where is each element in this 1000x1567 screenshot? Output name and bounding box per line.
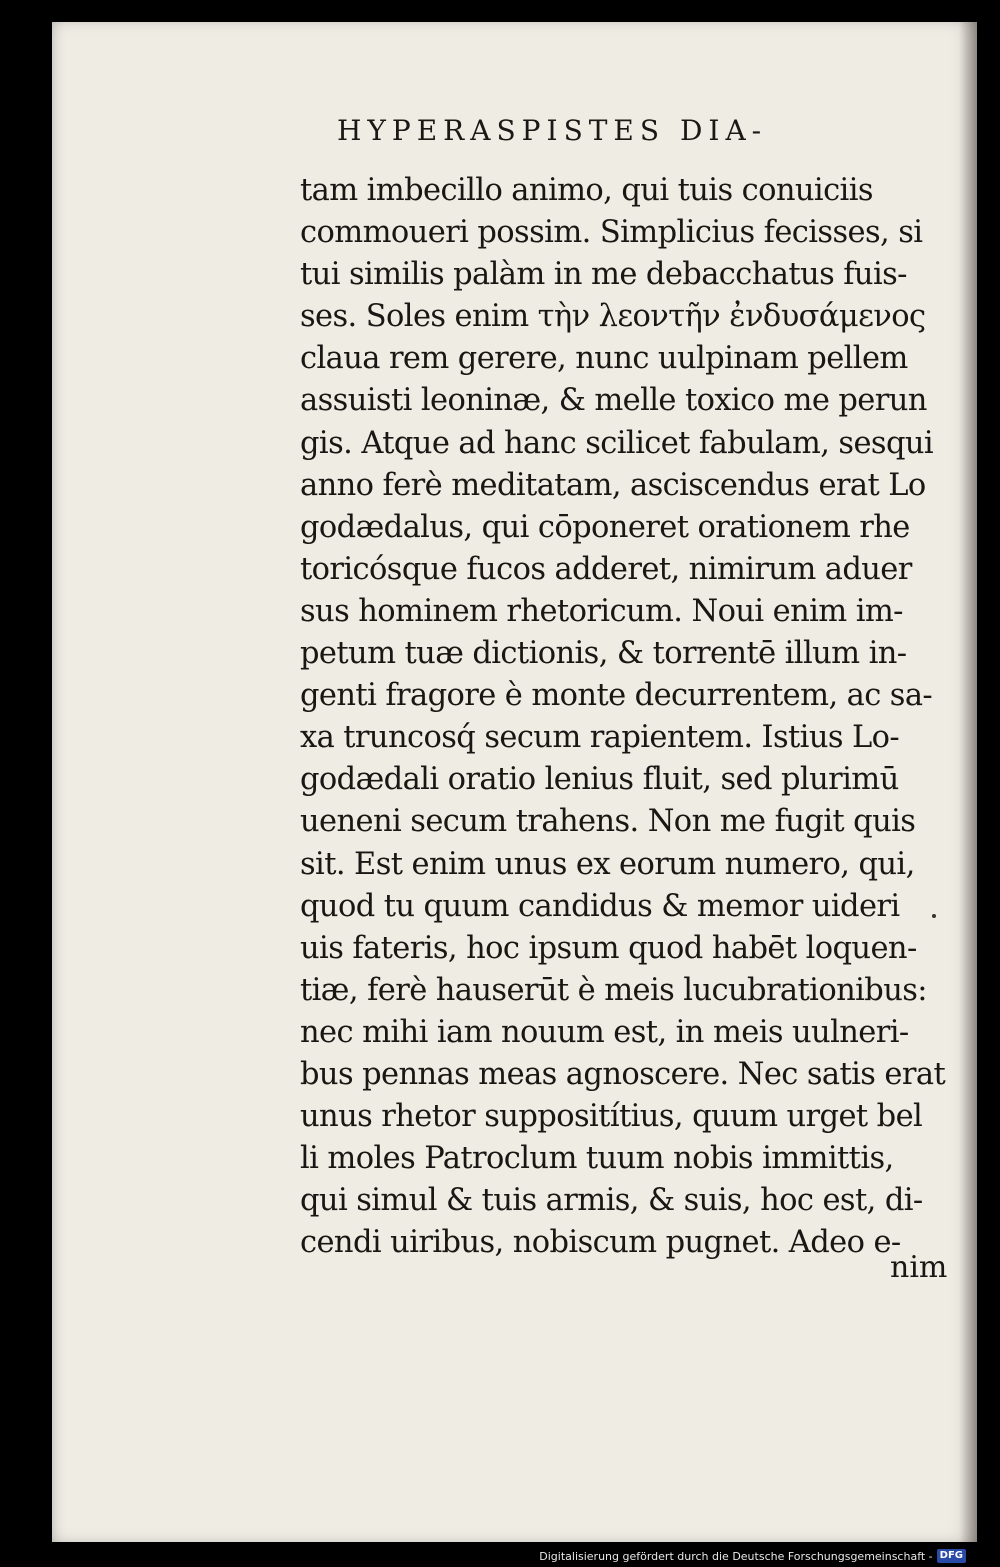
ink-speck — [932, 914, 936, 918]
running-head: HYPERASPISTES DIA- — [337, 114, 768, 147]
text-line: tiæ, ferè hauserūt è meis lucubrationibus: — [300, 972, 927, 1008]
text-line: sus hominem rhetoricum. Noui enim im- — [300, 593, 903, 629]
text-line: quod tu quum candidus & memor uideri — [300, 888, 900, 924]
body-text — [300, 170, 960, 1264]
text-line: gis. Atque ad hanc scilicet fabulam, sesqui — [300, 425, 934, 461]
dfg-logo: DFG — [937, 1549, 966, 1563]
book-page — [52, 22, 977, 1542]
text-line: li moles Patroclum tuum nobis immittis, — [300, 1141, 894, 1177]
text-line: sit. Est enim unus ex eorum numero, qui, — [300, 846, 915, 882]
text-line: qui simul & tuis armis, & suis, hoc est, di- — [300, 1183, 923, 1219]
text-line: uis fateris, hoc ipsum quod habēt loquen- — [300, 930, 917, 966]
text-line: toricósque fucos adderet, nimirum aduer — [300, 551, 912, 587]
text-line: godædali oratio lenius fluit, sed plurimū — [300, 762, 899, 798]
text-line: genti fragore è monte decurrentem, ac sa- — [300, 678, 933, 714]
text-line: ueneni secum trahens. Non me fugit quis — [300, 804, 916, 840]
text-line: nec mihi iam nouum est, in meis uulneri- — [300, 1014, 909, 1050]
text-line: assuisti leoninæ, & melle toxico me perun — [300, 383, 927, 419]
text-line: godædalus, qui cōponeret orationem rhe — [300, 509, 910, 545]
text-line: xa truncosq́ secum rapientem. Istius Lo- — [300, 720, 900, 756]
text-line: claua rem gerere, nunc uulpinam pellem — [300, 341, 908, 377]
text-line: unus rhetor suppositítius, quum urget bel — [300, 1099, 923, 1135]
text-line: petum tuæ dictionis, & torrentē illum in- — [300, 636, 907, 672]
text-line: bus pennas meas agnoscere. Nec satis erat — [300, 1056, 946, 1092]
text-line: tui similis palàm in me debacchatus fuis- — [300, 257, 907, 293]
credit-text: Digitalisierung gefördert durch die Deutsche Forschungsgemeinschaft - — [539, 1549, 933, 1563]
digitization-credit — [539, 1549, 966, 1563]
text-line: anno ferè meditatam, asciscendus erat Lo — [300, 467, 926, 503]
catchword: nim — [890, 1250, 948, 1285]
text-line: commoueri possim. Simplicius fecisses, si — [300, 215, 923, 251]
text-line: ses. Soles enim τὴν λεοντῆν ἐνδυσάμενος — [300, 299, 926, 335]
text-line: cendi uiribus, nobiscum pugnet. Adeo e- — [300, 1225, 901, 1261]
text-line: tam imbecillo animo, qui tuis conuiciis — [300, 173, 873, 208]
